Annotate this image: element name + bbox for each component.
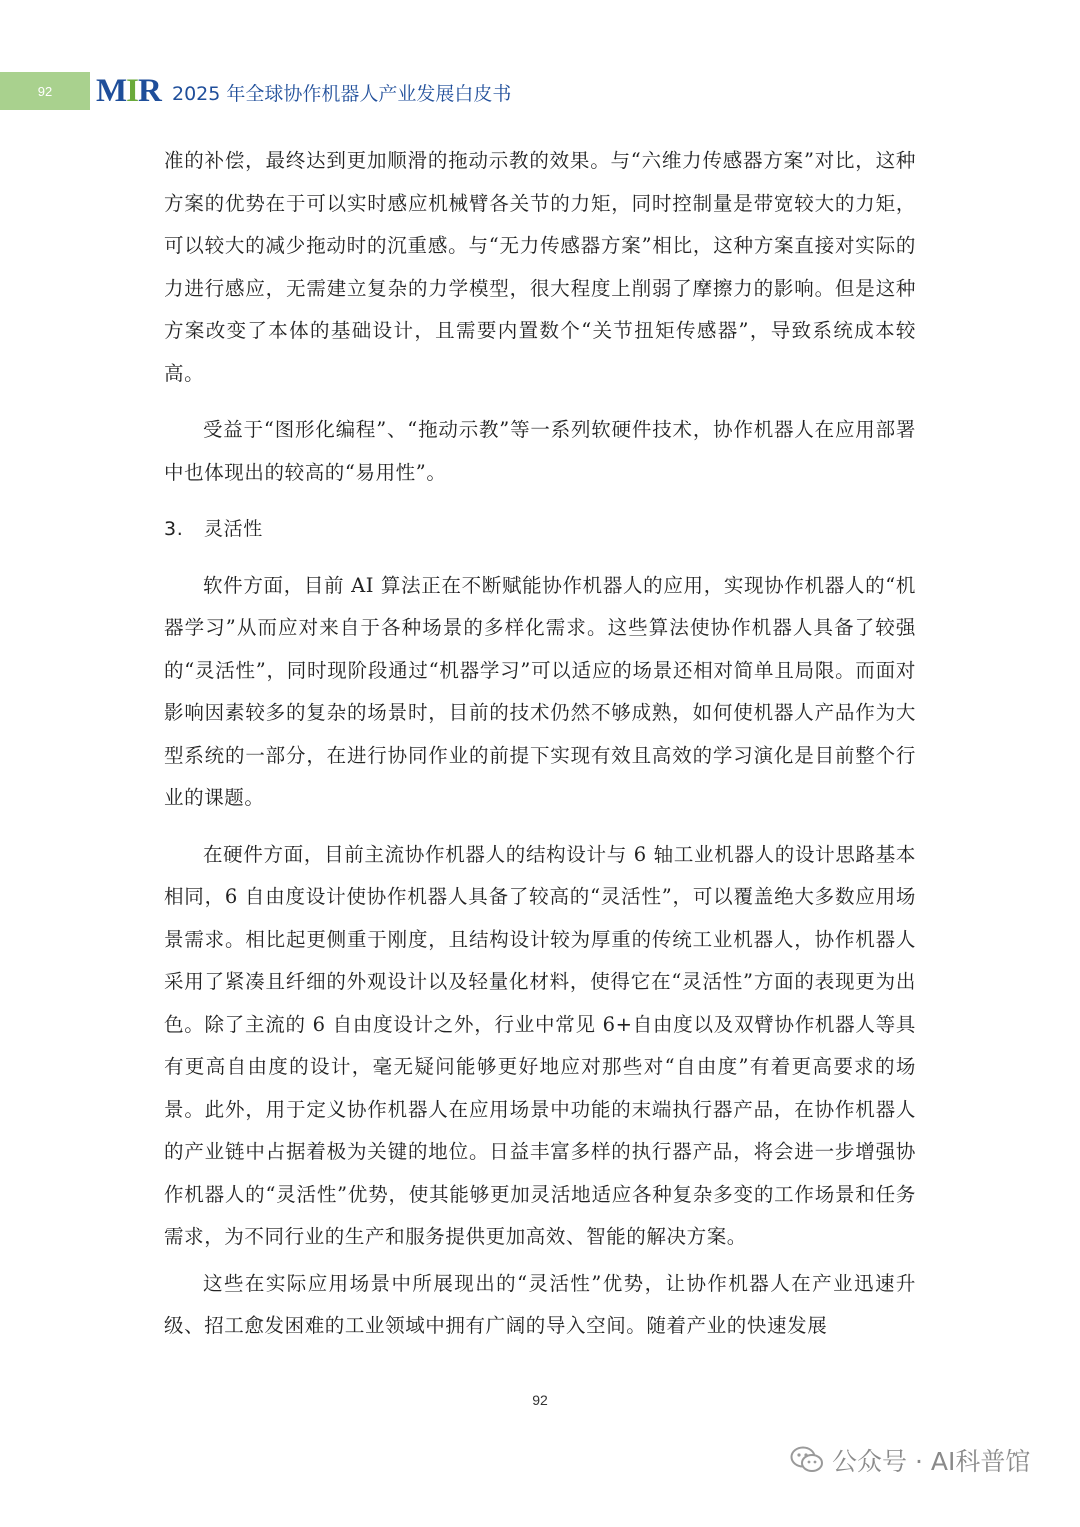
watermark	[790, 1440, 1030, 1480]
section-number: 3.	[164, 518, 184, 540]
paragraph-flexibility-advantage: 这些在实际应用场景中所展现出的“灵活性”优势，让协作机器人在产业迅速升级、招工愈发困难的工业领域中拥有广阔的导入空间。随着产业的快速发展	[164, 1271, 916, 1337]
footer-page-number: 92	[532, 1392, 548, 1408]
paragraph-hardware: 在硬件方面，目前主流协作机器人的结构设计与 6 轴工业机器人的设计思路基本相同，6 自由度设计使协作机器人具备了较高的“灵活性”，可以覆盖绝大多数应用场景需求。相比起更侧重于刚度，且结构设计较为厚重的传统工业机器人，协作机器人采用了紧凑且纤细的外观设计以及轻量化材料，使得它在“灵活性”方面的表现更为出色。除了主流的 6 自由度设计之外，行业中常见 6+自由度以及双臂协作机器人等具有更高自由度的设计，毫无疑问能够更好地应对那些对“自由度”有着更高要求的场景。此外，用于定义协作机器人在应用场景中功能的末端执行器产品，在协作机器人的产业链中占据着极为关键的地位。日益丰富多样的执行器产品，将会进一步增强协作机器人的“灵活性”优势，使其能够更加灵活地适应各种复杂多变的工作场景和任务需求，为不同行业的生产和服务提供更加高效、智能的解决方案。	[164, 842, 916, 1248]
logo-letter-r: R	[138, 73, 161, 109]
paragraph-usability: 受益于“图形化编程”、“拖动示教”等一系列软硬件技术，协作机器人在应用部署中也体现出的较高的“易用性”。	[164, 418, 916, 484]
paragraph-software: 软件方面，目前 AI 算法正在不断赋能协作机器人的应用，实现协作机器人的“机器学习”从而应对来自于各种场景的多样化需求。这些算法使协作机器人具备了较强的“灵活性”，同时现阶段通过“机器学习”可以适应的场景还相对简单且局限。而面对影响因素较多的复杂的场景时，目前的技术仍然不够成熟，如何使机器人产品作为大型系统的一部分，在进行协同作业的前提下实现有效且高效的学习演化是目前整个行业的课题。	[164, 573, 916, 809]
wechat-icon	[790, 1445, 824, 1475]
header-page-number: 92	[0, 72, 90, 110]
document-title: 2025 年全球协作机器人产业发展白皮书	[172, 83, 512, 105]
page-header	[0, 72, 1080, 110]
body-text	[164, 140, 916, 1348]
section-title: 灵活性	[204, 518, 263, 540]
mir-logo	[96, 73, 161, 109]
logo-letter-i: I	[126, 73, 138, 109]
logo-letter-m: M	[96, 73, 127, 109]
watermark-text: 公众号 · AI科普馆	[832, 1447, 1031, 1476]
section-heading	[164, 508, 916, 551]
paragraph-continued: 准的补偿，最终达到更加顺滑的拖动示教的效果。与“六维力传感器方案”对比，这种方案的优势在于可以实时感应机械臂各关节的力矩，同时控制量是带宽较大的力矩，可以较大的减少拖动时的沉重感。与“无力传感器方案”相比，这种方案直接对实际的力进行感应，无需建立复杂的力学模型，很大程度上削弱了摩擦力的影响。但是这种方案改变了本体的基础设计，且需要内置数个“关节扭矩传感器”，导致系统成本较高。	[164, 149, 916, 385]
